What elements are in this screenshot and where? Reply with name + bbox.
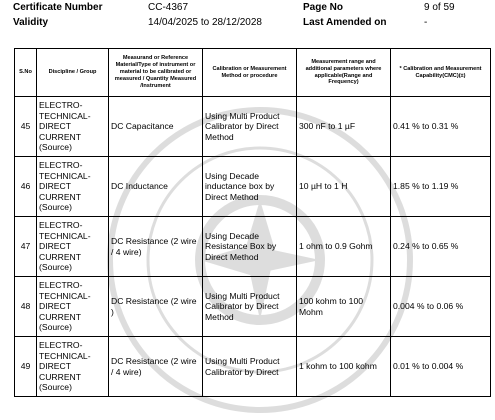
table-row [15,277,491,337]
validity-value: 14/04/2025 to 28/12/2028 [148,17,262,28]
cell-sno: 49 [15,337,37,397]
last-amended-value: - [424,17,428,28]
table-row [15,217,491,277]
column-header-range: Measurement range and additional parameters where applicable(Range and Frequency) [297,49,391,97]
column-header-method: Calibration or Measurement Method or procedure [203,49,297,97]
cell-sno: 48 [15,277,37,337]
table-row [15,157,491,217]
certificate-number-value: CC-4367 [148,2,189,13]
cell-discipline: ELECTRO-TECHNICAL-DIRECT CURRENT (Source) [37,97,109,157]
cell-range: 300 nF to 1 µF [297,97,391,157]
page-no-label: Page No [303,2,344,13]
column-header-cmc: * Calibration and Measurement Capability(CMC)(±) [391,49,491,97]
cell-discipline: ELECTRO-TECHNICAL-DIRECT CURRENT (Source) [37,277,109,337]
cell-range: 1 ohm to 0.9 Gohm [297,217,391,277]
cell-method: Using Decade inductance box by Direct Method [203,157,297,217]
cell-sno: 47 [15,217,37,277]
cell-sno: 46 [15,157,37,217]
cell-method: Using Multi Product Calibrator by Direct Method [203,277,297,337]
cell-measurand: DC Capacitance [109,97,203,157]
cell-measurand: DC Resistance (2 wire / 4 wire) [109,217,203,277]
table-row [15,337,491,397]
column-header-sno: S.No [15,49,37,97]
table-row [15,97,491,157]
cell-method: Using Multi Product Calibrator by Direct Method [203,97,297,157]
page-no-value: 9 of 59 [424,2,455,13]
cell-measurand: DC Resistance (2 wire ) [109,277,203,337]
cell-range: 1 kohm to 100 kohm [297,337,391,397]
cell-cmc: 0.01 % to 0.004 % [391,337,491,397]
cell-range: 100 kohm to 100 Mohm [297,277,391,337]
cell-range: 10 µH to 1 H [297,157,391,217]
cell-sno: 45 [15,97,37,157]
cell-cmc: 0.004 % to 0.06 % [391,277,491,337]
column-header-measurand: Measurand or Reference Material/Type of instrument or material to be calibrated or measured / Quantity Measured /Instrument [109,49,203,97]
cell-discipline: ELECTRO-TECHNICAL-DIRECT CURRENT (Source) [37,217,109,277]
cell-cmc: 1.85 % to 1.19 % [391,157,491,217]
cell-method: Using Decade Resistance Box by Direct Method [203,217,297,277]
cell-method: Using Multi Product Calibrator by Direct [203,337,297,397]
cell-discipline: ELECTRO-TECHNICAL-DIRECT CURRENT (Source) [37,337,109,397]
table-header-row [15,49,491,97]
certificate-number-label: Certificate Number [13,2,103,13]
cell-cmc: 0.24 % to 0.65 % [391,217,491,277]
last-amended-label: Last Amended on [303,17,387,28]
cell-discipline: ELECTRO-TECHNICAL-DIRECT CURRENT (Source) [37,157,109,217]
column-header-discipline: Discipline / Group [37,49,109,97]
cell-measurand: DC Inductance [109,157,203,217]
validity-label: Validity [13,17,49,28]
cell-measurand: DC Resistance (2 wire / 4 wire) [109,337,203,397]
cell-cmc: 0.41 % to 0.31 % [391,97,491,157]
scope-table [14,48,491,397]
